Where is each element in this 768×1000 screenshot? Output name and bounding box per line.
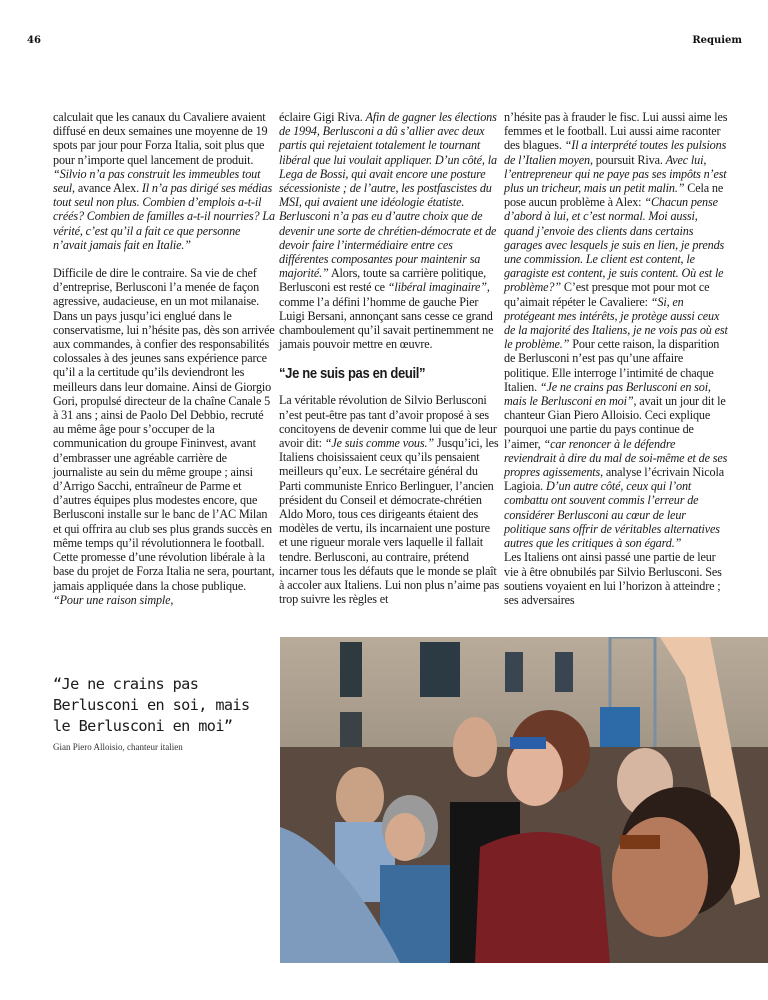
italic-quote-run: Afin de gagner les élections de 1994, Berlusconi a dû s’allier avec deux partis qui rejetaient totalement le tournant libéral que lui voulait appliquer. D’un côté, la Lega de Bossi, qui avait encore une posture sécessioniste ; de l’autre, les postfascistes du MSI, qui avaient une idéologie étatiste. Berlusconi n’a pas eu d’autre choix que de devenir une sorte de chrétien-démocrate et de devoir faire l’intermédiaire entre ces différentes composantes pour maintenir sa majorité.”: [279, 110, 497, 281]
italic-quote-run: “Silvio n’a pas construit les immeubles tout seul: [53, 166, 261, 196]
text-run: , comme l’a défini l’homme de gauche Pier Luigi Bersani, annonçant sans cesse ce grand chamboulement qu’il savait pertinemment ne jamais pouvoir mettre en œuvre.: [279, 280, 494, 352]
text-run: Alors, toute sa carrière politique, Berlusconi est resté ce: [279, 266, 487, 295]
paragraph: [53, 266, 275, 607]
stage-blue: [600, 707, 640, 747]
italic-quote-run: “Si, en protégeant mes intérêts, je protège aussi ceux de la majorité des Italiens, je ne vois pas où est le problème.”: [504, 294, 728, 352]
section-subheading: “Je ne suis pas en deuil”: [279, 366, 426, 383]
text-run: , avance Alex.: [72, 181, 142, 196]
paragraph: [279, 393, 501, 606]
italic-quote-run: “Chacun pense d’abord à lui, et c’est normal. Moi aussi, quand j’envoie des clients dans certains garages avec lesquels je suis en lien, je prends une commission. Le client est content, le garagiste est content, je suis content. Où est le problème?”: [504, 195, 725, 295]
page-number: 46: [27, 35, 41, 46]
text-run: , analyse l’écrivain Nicola Lagioia.: [504, 465, 724, 494]
person-head: [453, 717, 497, 777]
window: [505, 652, 523, 692]
italic-quote-run: “car renoncer à le défendre reviendrait à dire du mal de soi-même et de ses propres agissements: [504, 436, 728, 480]
text-run: La véritable révolution de Silvio Berlusconi n’est peut-être pas tant d’avoir proposé à ses concitoyens de devenir comme lui que de leur avoir dit:: [279, 393, 497, 451]
text-run: Cela ne pose aucun problème à Alex:: [504, 181, 724, 210]
text-run: , avait un jour dit le chanteur Gian Piero Alloisio. Ceci explique pourquoi une partie du pays continue de l’aimer,: [504, 394, 726, 451]
text-run: calculait que les canaux du Cavaliere avaient diffusé en deux semaines une moyenne de 19 spots par jour pour Forza Italia, soit plus que pour n’importe quel lancement de produit.: [53, 110, 268, 167]
paragraph: [279, 110, 501, 351]
text-run: Pour cette raison, la disparition de Berlusconi n’est pas qu’une affaire politique. Elle interroge l’intimité de chaque Italien.: [504, 337, 720, 394]
italic-quote-run: D’un autre côté, ceux qui l’ont combattu ont souvent commis l’erreur de considérer Berlusconi au cœur de leur politique sans offrir de véritables alternatives autres que les critiques à son égard.”: [504, 479, 720, 551]
text-run: , poursuit Riva.: [589, 152, 666, 167]
text-run: C’est presque mot pour mot ce qu’aimait répéter le Cavaliere:: [504, 280, 710, 309]
article-column-1: [53, 110, 275, 607]
person-patterned-top: [475, 832, 610, 963]
window: [420, 642, 460, 697]
crowd-photo: [280, 637, 768, 963]
sunglasses: [620, 835, 660, 849]
photo-illustration: [280, 637, 768, 963]
text-run: Difficile de dire le contraire. Sa vie de chef d’entreprise, Berlusconi l’a menée de façon agressive, audacieuse, en un mot milanaise. Dans un pays jusqu’ici englué dans le conservatisme, lui n’hésite pas, dès son arrivée aux commandes, à confier des responsabilités colossales à des jeunes sans expérience parce qu’il a la certitude qu’ils deviendront les meilleurs dans leur domaine. Ainsi de Giorgio Gori, propulsé directeur de la chaîne Canale 5 à 31 ans ; ainsi de Paolo Del Debbio, recruté au même âge pour s’occuper de la communication du groupe Fininvest, avant d’embrasser une agréable carrière de journaliste au sein du même groupe ; ainsi d’Arrigo Sacchi, entraîneur de Parme et d’autres équipes plus modestes encore, que Berlusconi installe sur le banc de l’AC Milan et qui offrira au club ses plus grands succès en même temps qu’il révolutionnera le football. Cette promesse d’une révolution libérale à la base du projet de Forza Italia ne sera, pourtant, jamais appliquée dans la chose publique.: [53, 266, 275, 593]
italic-quote-run: “Pour une raison simple: [53, 592, 171, 607]
pull-quote: “Je ne crains pas Berlusconi en soi, mais le Berlusconi en moi”: [53, 675, 250, 735]
text-run: éclaire Gigi Riva.: [279, 110, 366, 124]
text-run: ,: [170, 592, 174, 607]
paragraph: [504, 110, 728, 550]
sunglasses: [510, 737, 546, 749]
article-column-3: [504, 110, 728, 607]
italic-quote-run: Il n’a pas dirigé ses médias tout seul non plus. Combien d’emplois a-t-il créés? Combien de familles a-t-il nourries? La vérité, c’est qu’il a fait ce que personne n’avait jamais fait en Italie.”: [53, 181, 275, 252]
window: [555, 652, 573, 692]
article-column-2: [279, 110, 501, 607]
text-run: n’hésite pas à frauder le fisc. Lui aussi aime les femmes et le football. Lui aussi aime raconter des blagues.: [504, 110, 728, 153]
person-head: [336, 767, 384, 827]
italic-quote-run: “Je suis comme vous.”: [324, 436, 434, 451]
paragraph: [53, 110, 275, 252]
paragraph: [504, 550, 728, 607]
section-title: Requiem: [692, 35, 742, 46]
text-run: Les Italiens ont ainsi passé une partie de leur vie à être obnubilés par Silvio Berlusconi. Ses soutiens voyaient en lui l’horizon à atteindre ; ses adversaires: [504, 550, 722, 607]
pull-quote-attribution: Gian Piero Alloisio, chanteur italien: [53, 742, 183, 752]
window: [340, 642, 362, 697]
italic-quote-run: Avec lui, l’entrepreneur qui ne paye pas ses impôts n’est plus un tricheur, mais un petit malin.”: [504, 152, 727, 196]
person-face: [385, 813, 425, 861]
italic-quote-run: “libéral imaginaire”: [387, 280, 487, 295]
italic-quote-run: “Je ne crains pas Berlusconi en soi, mais le Berlusconi en moi”: [504, 379, 711, 409]
text-run: Jusqu’ici, les Italiens choisissaient ceux qu’ils pensaient meilleurs qu’eux. Le secrétaire général du Parti communiste Enrico Berlinguer, l’ancien président du Conseil et démocrate-chrétien Aldo Moro, tous ces dirigeants étaient des modèles de vertu, ils incarnaient une posture et une rigueur morale vers laquelle il fallait tendre. Berlusconi, au contraire, prétend incarner tous les défauts que le monde se plaît à accoler aux Italiens. Lui non plus n’aime pas trop suivre les règles et: [279, 436, 500, 607]
italic-quote-run: “Il a interprété toutes les pulsions de l’Italien moyen: [504, 138, 727, 167]
